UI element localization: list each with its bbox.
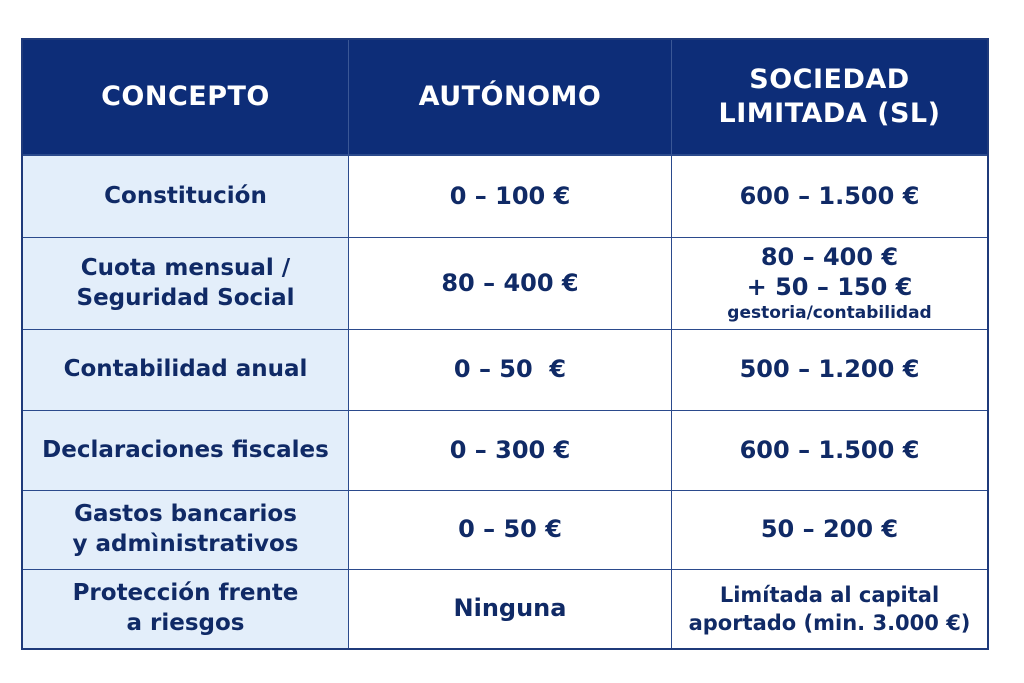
header-autonomo — [349, 40, 672, 156]
sl-value-note: gestoria/contabilidad — [727, 303, 932, 324]
row-constitucion-autonomo — [349, 156, 672, 238]
header-autonomo-label: AUTÓNOMO — [418, 81, 602, 113]
row-contabilidad-autonomo — [349, 330, 672, 411]
sl-value-line1: 80 – 400 € — [760, 243, 899, 272]
row-declaraciones-autonomo — [349, 411, 672, 491]
autonomo-value: 0 – 50 € — [458, 515, 562, 544]
concept-label-line2: Seguridad Social — [76, 284, 295, 311]
autonomo-value: 80 – 400 € — [441, 268, 579, 297]
sl-value: 500 – 1.200 € — [739, 355, 920, 384]
concept-label-line1: Gastos bancarios — [74, 501, 297, 528]
header-concepto-label: CONCEPTO — [101, 81, 270, 113]
sl-value-line1: Limítada al capital — [719, 582, 940, 607]
concept-label-line1: Cuota mensual / — [80, 254, 291, 281]
row-constitucion-sl — [672, 156, 987, 238]
autonomo-value: 0 – 100 € — [449, 181, 571, 210]
row-declaraciones-concept — [23, 411, 349, 491]
sl-value: 50 – 200 € — [760, 515, 899, 544]
row-gastos-autonomo — [349, 491, 672, 570]
autonomo-value: 0 – 50 € — [453, 355, 567, 384]
concept-label-line2: y admìnistrativos — [72, 531, 299, 557]
header-sl-line1: SOCIEDAD — [749, 64, 910, 96]
sl-value-line2: aportado (min. 3.000 €) — [688, 611, 971, 635]
row-contabilidad-sl — [672, 330, 987, 411]
row-constitucion-concept — [23, 156, 349, 238]
sl-value-line2: + 50 – 150 € — [746, 273, 913, 302]
concept-label: Contabilidad anual — [63, 356, 308, 383]
concept-label-line2: a riesgos — [126, 610, 245, 636]
row-gastos-sl — [672, 491, 987, 570]
header-sociedad-limitada — [672, 40, 987, 156]
row-contabilidad-concept — [23, 330, 349, 411]
autonomo-value: Ninguna — [453, 594, 567, 623]
comparison-table — [21, 38, 989, 650]
row-gastos-concept — [23, 491, 349, 570]
row-cuota-autonomo — [349, 238, 672, 330]
row-proteccion-autonomo — [349, 570, 672, 648]
row-cuota-sl — [672, 238, 987, 330]
sl-value: 600 – 1.500 € — [739, 435, 920, 464]
row-proteccion-concept — [23, 570, 349, 648]
header-sl-line2: LIMITADA (SL) — [718, 98, 941, 129]
autonomo-value: 0 – 300 € — [449, 435, 571, 464]
concept-label: Constitución — [104, 182, 267, 209]
header-concepto — [23, 40, 349, 156]
row-proteccion-sl — [672, 570, 987, 648]
row-declaraciones-sl — [672, 411, 987, 491]
concept-label-line1: Protección frente — [72, 580, 299, 607]
sl-value: 600 – 1.500 € — [739, 181, 920, 210]
row-cuota-concept — [23, 238, 349, 330]
concept-label: Declaraciones fiscales — [42, 436, 329, 463]
